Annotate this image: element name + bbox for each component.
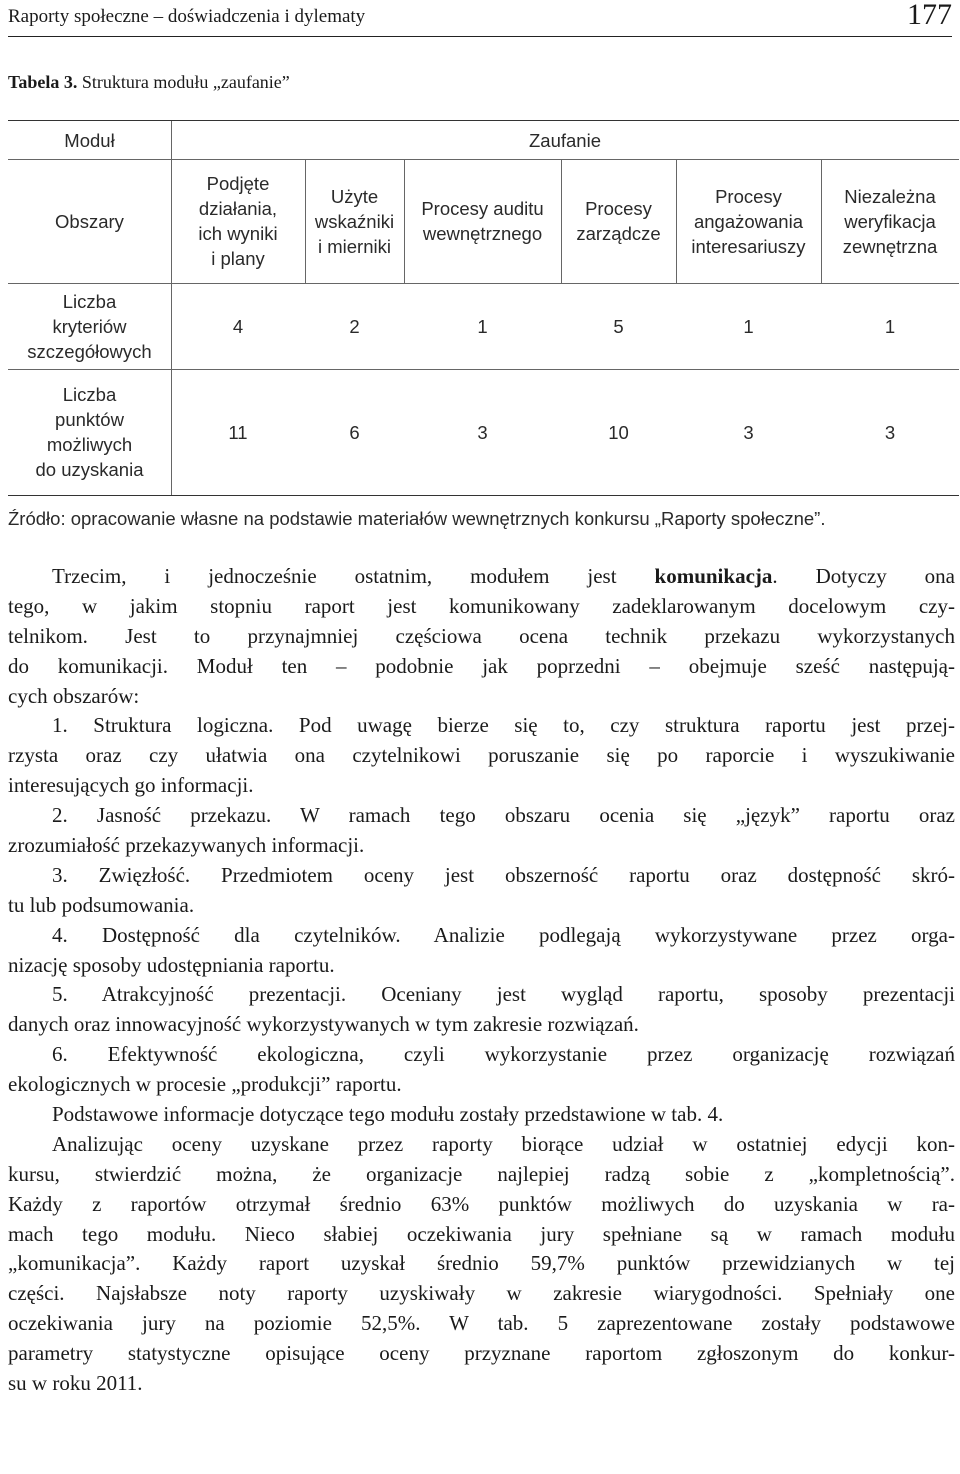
table-cell: 3 <box>743 421 754 443</box>
table-caption-label: Tabela 3. <box>8 72 78 92</box>
area-header: Użyte wskaźniki i mierniki <box>314 185 395 257</box>
list-item-line: interesujących go informacji. <box>8 773 254 798</box>
list-item-line: 2. Jasność przekazu. W ramach tego obszaru ocenia się „język” raportu oraz <box>52 803 955 828</box>
paragraph-line: parametry statystyczne opisujące oceny przyznane raportom zgłoszonym do konkur- <box>8 1341 955 1366</box>
table-cell: 5 <box>613 315 624 337</box>
paragraph-line: kursu, stwierdzić można, że organizacje najlepiej radzą sobie z „kompletnością”. <box>8 1161 955 1186</box>
paragraph-line: cych obszarów: <box>8 683 140 708</box>
table-cell: 1 <box>477 315 488 337</box>
list-item-line: danych oraz innowacyjność wykorzystywanych w tym zakresie rozwiązań. <box>8 1012 639 1037</box>
paragraph-line: Każdy z raportów otrzymał średnio 63% punktów możliwych do uzyskania w ra- <box>8 1191 955 1216</box>
table-cell: 10 <box>608 421 629 443</box>
list-item-line: 5. Atrakcyjność prezentacji. Oceniany jest wygląd raportu, sposoby prezentacji <box>52 982 955 1007</box>
list-item-line: rzysta oraz czy ułatwia ona czytelnikowi poruszanie się po raporcie i wyszukiwanie <box>8 743 955 768</box>
text-run: Trzecim, i jednocześnie ostatnim, modułem jest <box>52 564 617 588</box>
module-structure-table <box>8 120 959 496</box>
table-cell: 3 <box>884 421 896 443</box>
row-label-criteria: Liczba kryteriów szczegółowych <box>27 290 152 362</box>
table-cell: 4 <box>232 315 244 337</box>
paragraph-line: telnikom. Jest to przynajmniej częściowa ocena technik przekazu wykorzystanych <box>8 623 955 648</box>
table-cell: 6 <box>349 421 360 443</box>
paragraph-line: oczekiwania jury na poziomie 52,5%. W tab. 5 zaprezentowane zostały podstawowe <box>8 1311 955 1336</box>
list-item-line: 6. Efektywność ekologiczna, czyli wykorzystanie przez organizację rozwiązań <box>52 1042 955 1067</box>
list-item-line: tu lub podsumowania. <box>8 892 195 917</box>
list-item-line: 1. Struktura logiczna. Pod uwagę bierze się to, czy struktura raportu jest przej- <box>52 713 955 738</box>
page-number: 177 <box>907 0 952 31</box>
list-item-line: ekologicznych w procesie „produkcji” raportu. <box>8 1072 402 1097</box>
paragraph-line: mach tego modułu. Nieco słabiej oczekiwania jury spełniane są w ramach modułu <box>8 1221 955 1246</box>
area-header: Procesy auditu wewnętrznego <box>421 198 544 244</box>
paragraph-line: do komunikacji. Moduł ten – podobnie jak poprzedni – obejmuje sześć następują- <box>8 653 955 678</box>
paragraph-line: tego, w jakim stopniu raport jest komunikowany zadeklarowanym docelowym czy- <box>8 593 955 618</box>
areas-label: Obszary <box>55 210 124 232</box>
table-source-note: Źródło: opracowanie własne na podstawie materiałów wewnętrznych konkursu „Raporty społeczne”. <box>8 508 826 529</box>
table-cell: 11 <box>228 421 248 443</box>
paragraph-line: Analizując oceny uzyskane przez raporty biorące udział w ostatniej edycji kon- <box>52 1131 955 1156</box>
paragraph-line: części. Najsłabsze noty raporty uzyskiwały w zakresie wiarygodności. Spełniały one <box>8 1281 955 1306</box>
area-header: Procesy zarządcze <box>576 198 661 244</box>
area-header: Procesy angażowania interesariuszy <box>691 185 806 257</box>
table-cell: 2 <box>349 315 360 337</box>
table-cell: 1 <box>743 315 754 337</box>
area-header: Niezależna weryfikacja zewnętrzna <box>842 185 938 257</box>
list-item-line: nizację sposoby udostępniania raportu. <box>8 952 335 977</box>
page-header <box>8 0 952 37</box>
paragraph-line <box>8 562 955 592</box>
area-header: Podjęte działania, ich wyniki i plany <box>198 173 278 269</box>
body-text <box>8 562 955 1399</box>
text-run: . Dotyczy ona <box>772 564 955 588</box>
list-item-line: 3. Zwięzłość. Przedmiotem oceny jest obszerność raportu oraz dostępność skró- <box>52 862 955 887</box>
list-item-line: zrozumiałość przekazywanych informacji. <box>8 833 365 858</box>
row-label-points: Liczba punktów możliwych do uzyskania <box>35 384 144 480</box>
table-caption-title: Struktura modułu „zaufanie” <box>81 72 290 92</box>
table-caption <box>8 72 290 93</box>
list-item-line: 4. Dostępność dla czytelników. Analizie podlegają wykorzystywane przez orga- <box>52 922 955 947</box>
key-term: komunikacja <box>654 564 773 588</box>
module-label: Moduł <box>64 129 115 151</box>
running-title: Raporty społeczne – doświadczenia i dylematy <box>8 6 366 27</box>
table-cell: 3 <box>477 421 488 443</box>
paragraph-line: Podstawowe informacje dotyczące tego modułu zostały przedstawione w tab. 4. <box>52 1102 724 1127</box>
paragraph-line: su w roku 2011. <box>8 1371 143 1396</box>
module-name: Zaufanie <box>529 129 601 151</box>
table-cell: 1 <box>884 315 896 337</box>
paragraph-line: „komunikacja”. Każdy raport uzyskał średnio 59,7% punktów przewidzianych w tej <box>8 1251 955 1276</box>
